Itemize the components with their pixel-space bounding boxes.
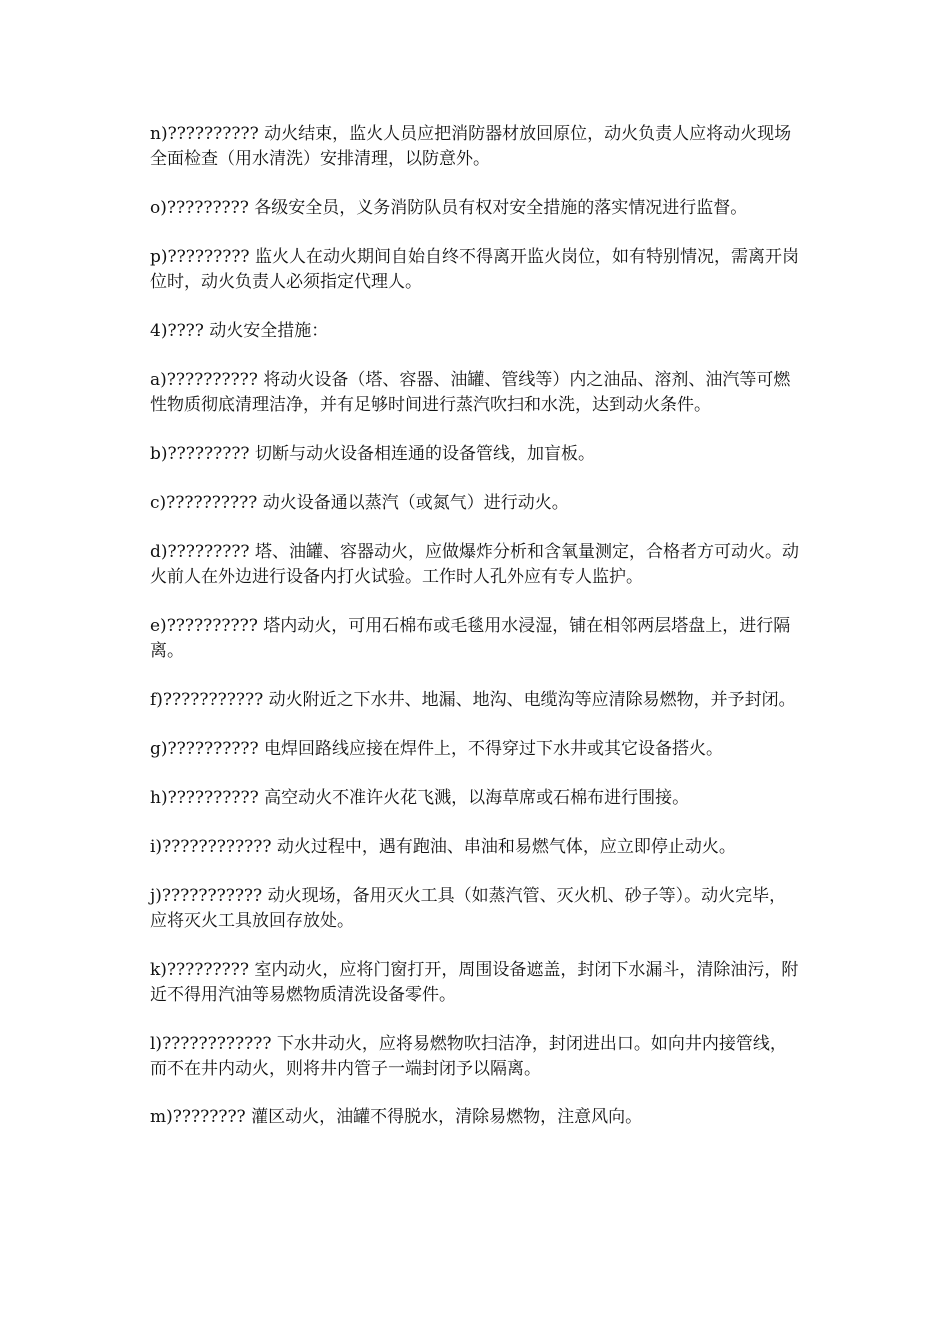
paragraph-o: o)????????? 各级安全员，义务消防队员有权对安全措施的落实情况进行监督。 <box>150 198 748 218</box>
paragraph-h: h)?????????? 高空动火不准许火花飞溅，以海草席或石棉布进行围接。 <box>150 788 690 808</box>
paragraph-c: c)?????????? 动火设备通以蒸汽（或氮气）进行动火。 <box>150 493 569 513</box>
paragraph-g: g)?????????? 电焊回路线应接在焊件上，不得穿过下水井或其它设备搭火。 <box>150 739 724 759</box>
paragraph-d: d)????????? 塔、油罐、容器动火，应做爆炸分析和含氧量测定，合格者方可动火。动火前人在外边进行设备内打火试验。工作时人孔外应有专人监护。 <box>150 542 799 587</box>
paragraph-k: k)????????? 室内动火，应将门窗打开，周围设备遮盖，封闭下水漏斗，清除油污，附近不得用汽油等易燃物质清洗设备零件。 <box>150 960 799 1005</box>
paragraph-e: e)?????????? 塔内动火，可用石棉布或毛毯用水浸湿，铺在相邻两层塔盘上，进行隔离。 <box>150 616 791 661</box>
paragraph-a: a)?????????? 将动火设备（塔、容器、油罐、管线等）内之油品、溶剂、油汽等可燃性物质彻底清理洁净，并有足够时间进行蒸汽吹扫和水洗，达到动火条件。 <box>150 370 791 415</box>
document-body <box>150 122 800 1154</box>
paragraph-b: b)????????? 切断与动火设备相连通的设备管线，加盲板。 <box>150 444 595 464</box>
paragraph-n: n)?????????? 动火结束，监火人员应把消防器材放回原位，动火负责人应将动火现场全面检查（用水清洗）安排清理，以防意外。 <box>150 124 792 169</box>
paragraph-m: m)???????? 灌区动火，油罐不得脱水，清除易燃物，注意风向。 <box>150 1107 643 1127</box>
paragraph-i: i)???????????? 动火过程中，遇有跑油、串油和易燃气体，应立即停止动火。 <box>150 837 736 857</box>
paragraph-p: p)????????? 监火人在动火期间自始自终不得离开监火岗位，如有特别情况，需离开岗位时，动火负责人必须指定代理人。 <box>150 247 799 292</box>
paragraph-f: f)??????????? 动火附近之下水井、地漏、地沟、电缆沟等应清除易燃物，并予封闭。 <box>150 690 796 710</box>
paragraph-l: l)???????????? 下水井动火，应将易燃物吹扫洁净，封闭进出口。如向井内接管线，而不在井内动火，则将井内管子一端封闭予以隔离。 <box>150 1034 787 1079</box>
paragraph-j: j)??????????? 动火现场，备用灭火工具（如蒸汽管、灭火机、砂子等）。动火完毕，应将灭火工具放回存放处。 <box>150 886 787 931</box>
section-heading-4: 4)???? 动火安全措施： <box>150 321 329 341</box>
